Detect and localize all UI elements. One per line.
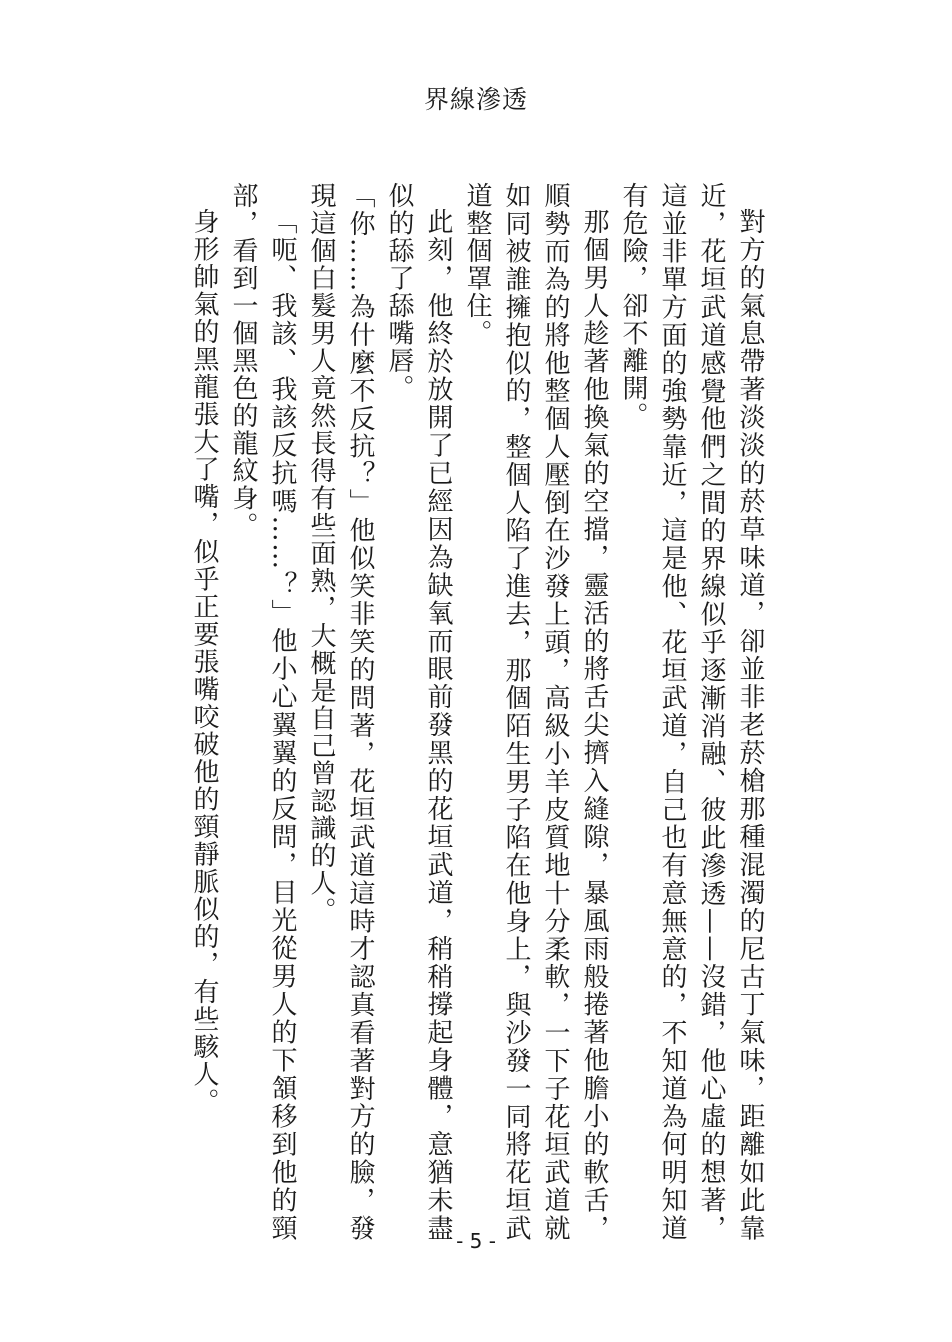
paragraph-3: 此刻，他終於放開了已經因為缺氧而眼前發黑的花垣武道，稍稍撐起身體，意猶未盡似的舔了舔嘴唇。 (384, 182, 453, 1242)
paragraph-4: 「你……為什麼不反抗？」他似笑非笑的問著，花垣武道這時才認真看著對方的臉，發現這個白髮男人竟然長得有些面熟，大概是自己曾認識的人。 (306, 182, 375, 1242)
paragraph-2: 那個男人趁著他換氣的空擋，靈活的將舌尖擠入縫隙，暴風雨般捲著他膽小的軟舌，順勢而為的將他整個人壓倒在沙發上頭，高級小羊皮質地十分柔軟，一下子花垣武道就如同被誰擁抱似的，整個人陷了進去，那個陌生男子陷在他身上，與沙發一同將花垣武道整個罩住。 (462, 182, 609, 1242)
vertical-body-text (184, 182, 769, 1242)
page-number: - 5 - (456, 1229, 496, 1253)
paragraph-5: 「呃、我該、我該反抗嗎……？」他小心翼翼的反問，目光從男人的下頷移到他的頸部，看到一個黑色的龍紋身。 (228, 182, 297, 1242)
paragraph-6: 身形帥氣的黑龍張大了嘴，似乎正要張嘴咬破他的頸靜脈似的，有些駭人。 (189, 208, 219, 1116)
paragraph-1: 對方的氣息帶著淡淡的菸草味道，卻並非老菸槍那種混濁的尼古丁氣味，距離如此靠近，花垣武道感覺他們之間的界線似乎逐漸消融、彼此滲透——沒錯，他心虛的想著，這並非單方面的強勢靠近，這是他、花垣武道，自己也有意無意的，不知道為何明知道有危險，卻不離開。 (618, 182, 765, 1242)
chapter-title: 界線滲透 (423, 85, 528, 114)
